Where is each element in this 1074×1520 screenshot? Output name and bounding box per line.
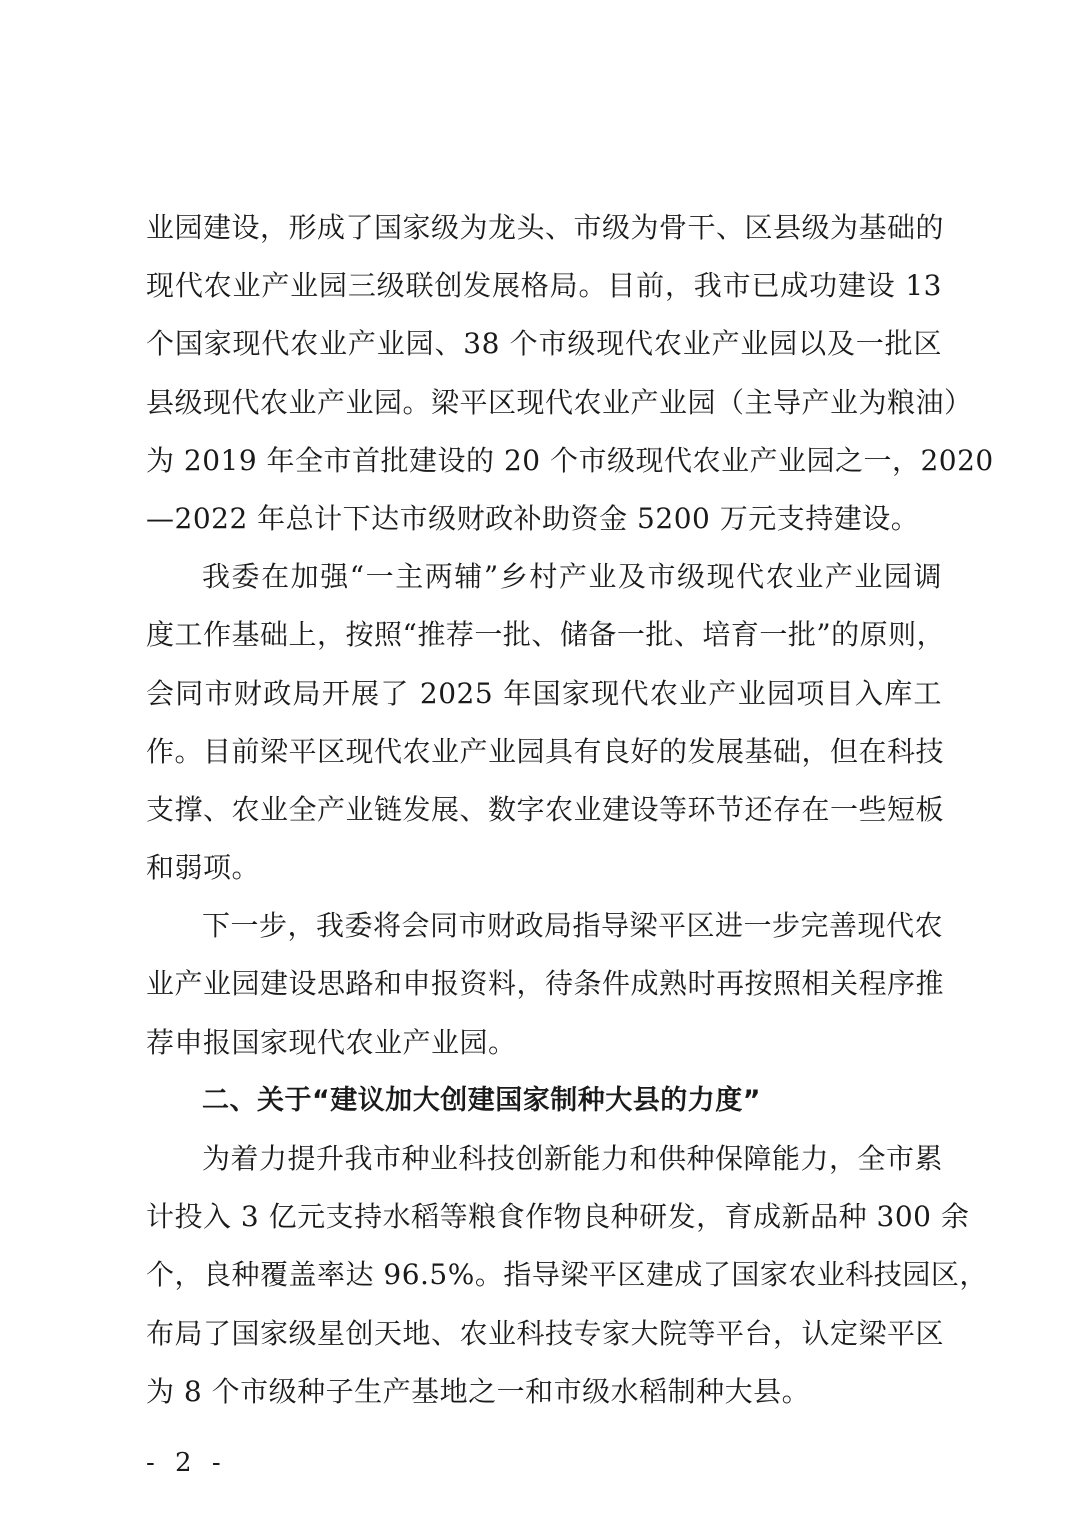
text-line: 会同市财政局开展了 2025 年国家现代农业产业园项目入库工 [146,676,942,710]
paragraph-3 [146,897,945,1072]
paragraph-4 [146,1130,988,1421]
document-body [146,199,994,1421]
text-line: 业园建设，形成了国家级为龙头、市级为骨干、区县级为基础的 [146,211,945,244]
text-line: 现代农业产业园三级联创发展格局。目前，我市已成功建设 13 [146,269,942,303]
text-line: 个国家现代农业产业园、38 个市级现代农业产业园以及一批区 [146,327,942,361]
text-line: 个，良种覆盖率达 96.5%。指导梁平区建成了国家农业科技园区， [146,1258,988,1292]
text-line: —2022 年总计下达市级财政补助资金 5200 万元支持建设。 [146,501,920,535]
text-line: 业产业园建设思路和申报资料，待条件成熟时再按照相关程序推 [146,967,945,1001]
section-heading: 二、关于“建议加大创建国家制种大县的力度” [202,1084,761,1116]
text-line: 支撑、农业全产业链发展、数字农业建设等环节还存在一些短板 [146,792,945,826]
text-line: 布局了国家级星创天地、农业科技专家大院等平台，认定梁平区 [146,1316,945,1350]
page-number: - 2 - [146,1448,227,1478]
text-line: 为 2019 年全市首批建设的 20 个市级现代农业产业园之一，2020 [146,443,994,477]
text-line: 作。目前梁平区现代农业产业园具有良好的发展基础，但在科技 [146,734,945,768]
text-line: 计投入 3 亿元支持水稻等粮食作物良种研发，育成新品种 300 余 [146,1200,970,1234]
paragraph-1 [146,199,994,548]
text-line: 度工作基础上，按照“推荐一批、储备一批、培育一批”的原则， [146,618,946,652]
text-line: 县级现代农业产业园。梁平区现代农业产业园（主导产业为粮油） [146,385,973,419]
text-line: 和弱项。 [146,851,261,885]
text-line: 为 8 个市级种子生产基地之一和市级水稻制种大县。 [146,1374,811,1408]
text-line: 为着力提升我市种业科技创新能力和供种保障能力，全市累 [202,1142,944,1175]
text-line: 荐申报国家现代农业产业园。 [146,1025,517,1059]
text-line: 我委在加强“一主两辅”乡村产业及市级现代农业产业园调 [202,560,942,594]
paragraph-2 [146,548,946,897]
text-line: 下一步，我委将会同市财政局指导梁平区进一步完善现代农 [202,909,944,943]
